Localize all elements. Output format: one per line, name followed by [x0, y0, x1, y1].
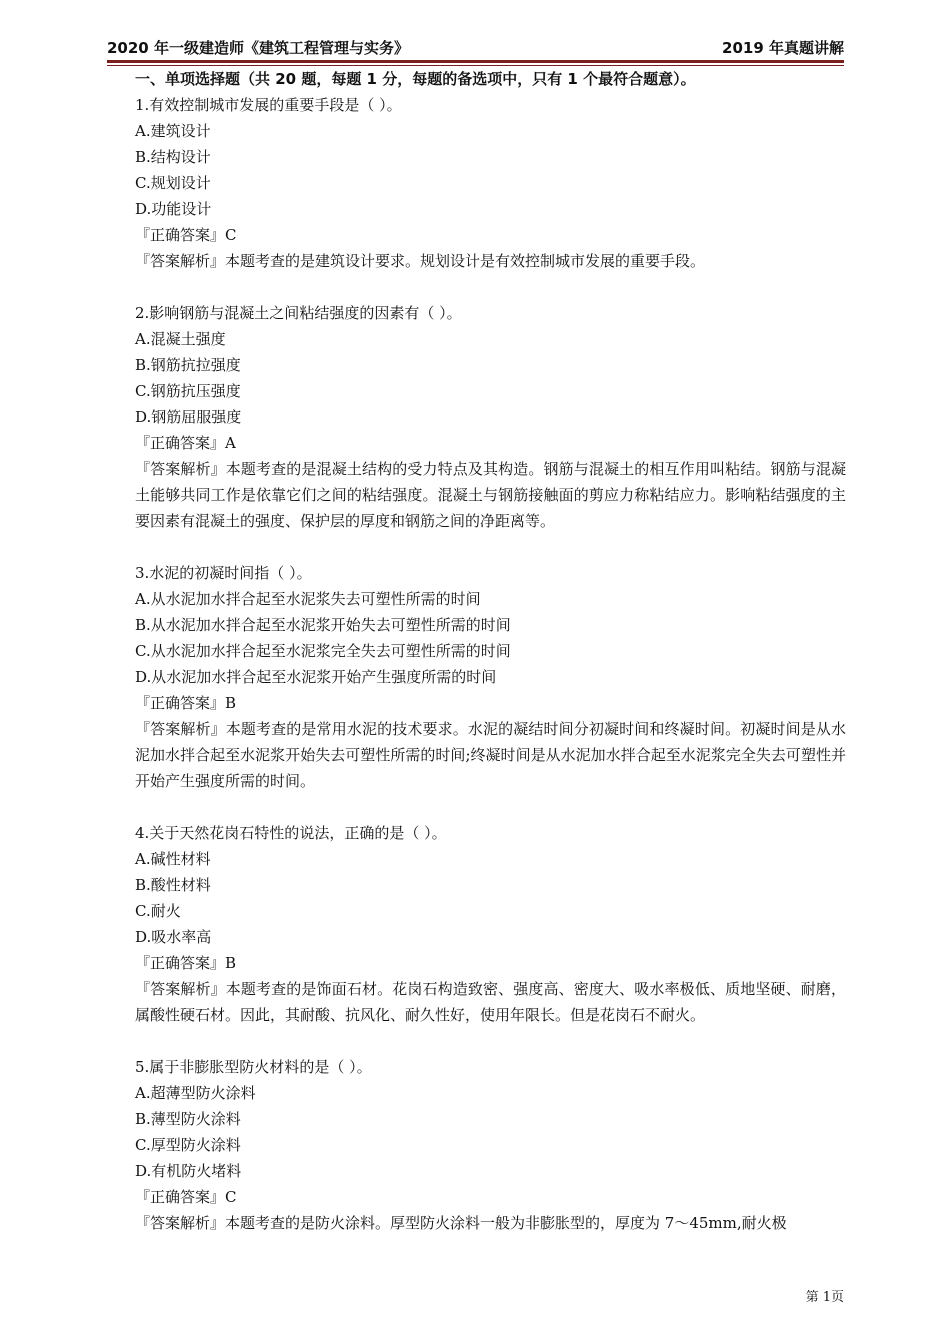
spacer — [135, 794, 846, 820]
question-3 — [135, 560, 846, 794]
spacer — [135, 534, 846, 560]
answer-analysis: 『答案解析』本题考查的是饰面石材。花岗石构造致密、强度高、密度大、吸水率极低、质地坚硬、耐磨，属酸性硬石材。因此，其耐酸、抗风化、耐久性好，使用年限长。但是花岗石不耐火。 — [135, 980, 846, 1024]
answer-analysis: 『答案解析』本题考查的是防火涂料。厚型防火涂料一般为非膨胀型的，厚度为 7～45mm,耐火极 — [135, 1214, 787, 1232]
header-right-title: 2019 年真题讲解 — [722, 39, 844, 57]
document-body — [135, 66, 846, 1236]
answer-analysis: 『答案解析』本题考查的是混凝土结构的受力特点及其构造。钢筋与混凝土的相互作用叫粘结。钢筋与混凝土能够共同工作是依靠它们之间的粘结强度。混凝土与钢筋接触面的剪应力称粘结应力。影响粘结强度的主要因素有混凝土的强度、保护层的厚度和钢筋之间的净距离等。 — [135, 460, 846, 530]
spacer — [135, 274, 846, 300]
option-b: B.从水泥加水拌合起至水泥浆开始失去可塑性所需的时间 — [135, 616, 511, 634]
option-b: B.酸性材料 — [135, 876, 211, 894]
page-number: 第 1页 — [805, 1290, 844, 1305]
option-a: A.从水泥加水拌合起至水泥浆失去可塑性所需的时间 — [135, 590, 481, 608]
option-d: D.功能设计 — [135, 200, 212, 218]
question-stem: 1.有效控制城市发展的重要手段是（ ）。 — [135, 96, 402, 114]
option-c: C.从水泥加水拌合起至水泥浆完全失去可塑性所需的时间 — [135, 642, 511, 660]
correct-answer: 『正确答案』A — [135, 434, 236, 452]
correct-answer: 『正确答案』B — [135, 694, 237, 712]
header-rule-thick — [107, 60, 844, 63]
question-stem: 3.水泥的初凝时间指（ ）。 — [135, 564, 312, 582]
option-a: A.建筑设计 — [135, 122, 211, 140]
question-stem: 5.属于非膨胀型防火材料的是（ ）。 — [135, 1058, 372, 1076]
option-c: C.规划设计 — [135, 174, 211, 192]
answer-analysis: 『答案解析』本题考查的是建筑设计要求。规划设计是有效控制城市发展的重要手段。 — [135, 252, 706, 270]
option-b: B.薄型防火涂料 — [135, 1110, 241, 1128]
option-a: A.超薄型防火涂料 — [135, 1084, 256, 1102]
header-left-title: 2020 年一级建造师《建筑工程管理与实务》 — [107, 39, 409, 57]
option-b: B.钢筋抗拉强度 — [135, 356, 241, 374]
option-d: D.吸水率高 — [135, 928, 212, 946]
option-d: D.有机防火堵料 — [135, 1162, 242, 1180]
section-title: 一、单项选择题（共 20 题，每题 1 分，每题的备选项中，只有 1 个最符合题意）。 — [135, 70, 696, 88]
answer-analysis: 『答案解析』本题考查的是常用水泥的技术要求。水泥的凝结时间分初凝时间和终凝时间。初凝时间是从水泥加水拌合起至水泥浆开始失去可塑性所需的时间;终凝时间是从水泥加水拌合起至水泥浆完全失去可塑性并开始产生强度所需的时间。 — [135, 720, 846, 790]
question-stem: 2.影响钢筋与混凝土之间粘结强度的因素有（ ）。 — [135, 304, 462, 322]
question-2 — [135, 300, 846, 534]
page-header — [107, 36, 844, 58]
option-b: B.结构设计 — [135, 148, 211, 166]
option-c: C.厚型防火涂料 — [135, 1136, 241, 1154]
option-a: A.碱性材料 — [135, 850, 211, 868]
option-a: A.混凝土强度 — [135, 330, 226, 348]
question-stem: 4.关于天然花岗石特性的说法，正确的是（ ）。 — [135, 824, 447, 842]
option-c: C.钢筋抗压强度 — [135, 382, 241, 400]
spacer — [135, 1028, 846, 1054]
option-d: D.钢筋屈服强度 — [135, 408, 242, 426]
correct-answer: 『正确答案』C — [135, 1188, 237, 1206]
question-4 — [135, 820, 846, 1028]
question-1 — [135, 92, 846, 274]
option-d: D.从水泥加水拌合起至水泥浆开始产生强度所需的时间 — [135, 668, 497, 686]
option-c: C.耐火 — [135, 902, 181, 920]
question-5 — [135, 1054, 846, 1236]
correct-answer: 『正确答案』C — [135, 226, 237, 244]
correct-answer: 『正确答案』B — [135, 954, 237, 972]
